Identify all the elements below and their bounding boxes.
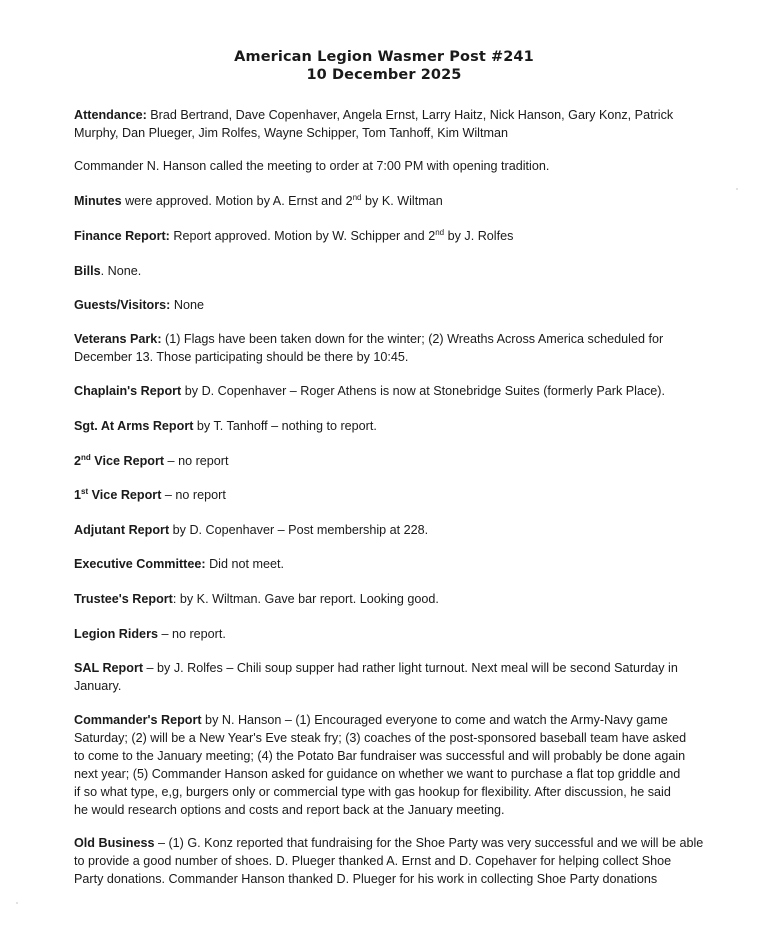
- minutes-sup: nd: [352, 193, 362, 202]
- second-vice-text: – no report: [164, 454, 229, 468]
- sal-text-2: January.: [74, 679, 122, 693]
- veterans-park-text-1: (1) Flags have been taken down for the winter; (2) Wreaths Across America scheduled for: [161, 332, 664, 346]
- second-vice-label-a: 2: [74, 454, 82, 468]
- finance-section: [74, 227, 724, 245]
- sal-section: [74, 659, 724, 695]
- second-vice-label: [74, 454, 164, 468]
- sgt-at-arms-section: [74, 417, 724, 435]
- veterans-park-text-2: December 13. Those participating should be there by 10:45.: [74, 350, 409, 364]
- commander-section: [74, 711, 724, 819]
- document-title: American Legion Wasmer Post #241: [234, 49, 534, 65]
- chaplain-label: Chaplain's Report: [74, 384, 182, 398]
- minutes-section: [74, 192, 724, 210]
- attendance-label: Attendance:: [74, 108, 147, 122]
- commander-text-6: he would research options and costs and report back at the January meeting.: [74, 803, 505, 817]
- trustee-label: Trustee's Report: [74, 592, 173, 606]
- bills-text: . None.: [100, 264, 142, 278]
- trustee-text: : by K. Wiltman. Gave bar report. Looking good.: [172, 592, 439, 606]
- minutes-label: Minutes: [74, 194, 122, 208]
- scan-speck: [736, 188, 738, 190]
- old-business-text-1: – (1) G. Konz reported that fundraising for the Shoe Party was very successful and we will be able: [154, 836, 704, 850]
- commander-text-3: to come to the January meeting; (4) the Potato Bar fundraiser was successful and will probably be done again: [74, 749, 686, 763]
- attendance-text-2: Murphy, Dan Plueger, Jim Rolfes, Wayne Schipper, Tom Tanhoff, Kim Wiltman: [74, 126, 508, 140]
- first-vice-section: [74, 486, 724, 504]
- old-business-text-2: to provide a good number of shoes. D. Plueger thanked A. Ernst and D. Copehaver for helping collect Shoe: [74, 854, 672, 868]
- adjutant-text: by D. Copenhaver – Post membership at 228.: [169, 523, 429, 537]
- call-to-order: [74, 157, 724, 175]
- call-to-order-text: Commander N. Hanson called the meeting to order at 7:00 PM with opening tradition.: [74, 159, 550, 173]
- veterans-park-section: [74, 330, 724, 366]
- adjutant-label: Adjutant Report: [74, 523, 170, 537]
- minutes-text-a: were approved. Motion by A. Ernst and 2: [121, 194, 353, 208]
- bills-label: Bills: [74, 264, 101, 278]
- sgt-at-arms-text: by T. Tanhoff – nothing to report.: [193, 419, 377, 433]
- first-vice-label-b: Vice Report: [88, 488, 162, 502]
- sal-label: SAL Report: [74, 661, 144, 675]
- commander-label: Commander's Report: [74, 713, 202, 727]
- commander-text-4: next year; (5) Commander Hanson asked for guidance on whether we want to purchase a flat top griddle and: [74, 767, 681, 781]
- bills-section: [74, 262, 724, 280]
- second-vice-label-b: Vice Report: [90, 454, 165, 468]
- finance-text-b: by J. Rolfes: [444, 229, 514, 243]
- first-vice-label: [74, 488, 161, 502]
- second-vice-section: [74, 452, 724, 470]
- commander-text-1: by N. Hanson – (1) Encouraged everyone to come and watch the Army-Navy game: [201, 713, 668, 727]
- finance-text-a: Report approved. Motion by W. Schipper and 2: [169, 229, 436, 243]
- veterans-park-label: Veterans Park:: [74, 332, 162, 346]
- executive-section: [74, 555, 724, 573]
- guests-text: None: [170, 298, 204, 312]
- sal-text-1: – by J. Rolfes – Chili soup supper had rather light turnout. Next meal will be second Saturday in: [143, 661, 678, 675]
- finance-sup: nd: [435, 228, 445, 237]
- chaplain-section: [74, 382, 724, 400]
- second-vice-sup: nd: [81, 453, 91, 462]
- legion-riders-text: – no report.: [157, 627, 226, 641]
- legion-riders-section: [74, 625, 724, 643]
- chaplain-text: by D. Copenhaver – Roger Athens is now at Stonebridge Suites (formerly Park Place).: [181, 384, 665, 398]
- trustee-section: [74, 590, 724, 608]
- old-business-text-3: Party donations. Commander Hanson thanked D. Plueger for his work in collecting Shoe Party donations: [74, 872, 658, 886]
- guests-section: [74, 296, 724, 314]
- first-vice-label-a: 1: [74, 488, 82, 502]
- finance-label: Finance Report:: [74, 229, 170, 243]
- legion-riders-label: Legion Riders: [74, 627, 158, 641]
- scan-speck: [16, 902, 18, 904]
- first-vice-text: – no report: [161, 488, 226, 502]
- executive-label: Executive Committee:: [74, 557, 206, 571]
- guests-label: Guests/Visitors:: [74, 298, 171, 312]
- sgt-at-arms-label: Sgt. At Arms Report: [74, 419, 194, 433]
- commander-text-2: Saturday; (2) will be a New Year's Eve steak fry; (3) coaches of the post-sponsored baseball team have asked: [74, 731, 687, 745]
- attendance-section: [74, 106, 724, 142]
- old-business-label: Old Business: [74, 836, 155, 850]
- attendance-text-1: Brad Bertrand, Dave Copenhaver, Angela Ernst, Larry Haitz, Nick Hanson, Gary Konz, Patrick: [146, 108, 674, 122]
- old-business-section: [74, 834, 724, 888]
- commander-text-5: if so what type, e,g, burgers only or commercial type with gas hookup for flexibility. After discussion, he said: [74, 785, 671, 799]
- meeting-date: 10 December 2025: [306, 67, 462, 83]
- executive-text: Did not meet.: [205, 557, 284, 571]
- adjutant-section: [74, 521, 724, 539]
- minutes-text-b: by K. Wiltman: [361, 194, 443, 208]
- first-vice-sup: st: [81, 487, 89, 496]
